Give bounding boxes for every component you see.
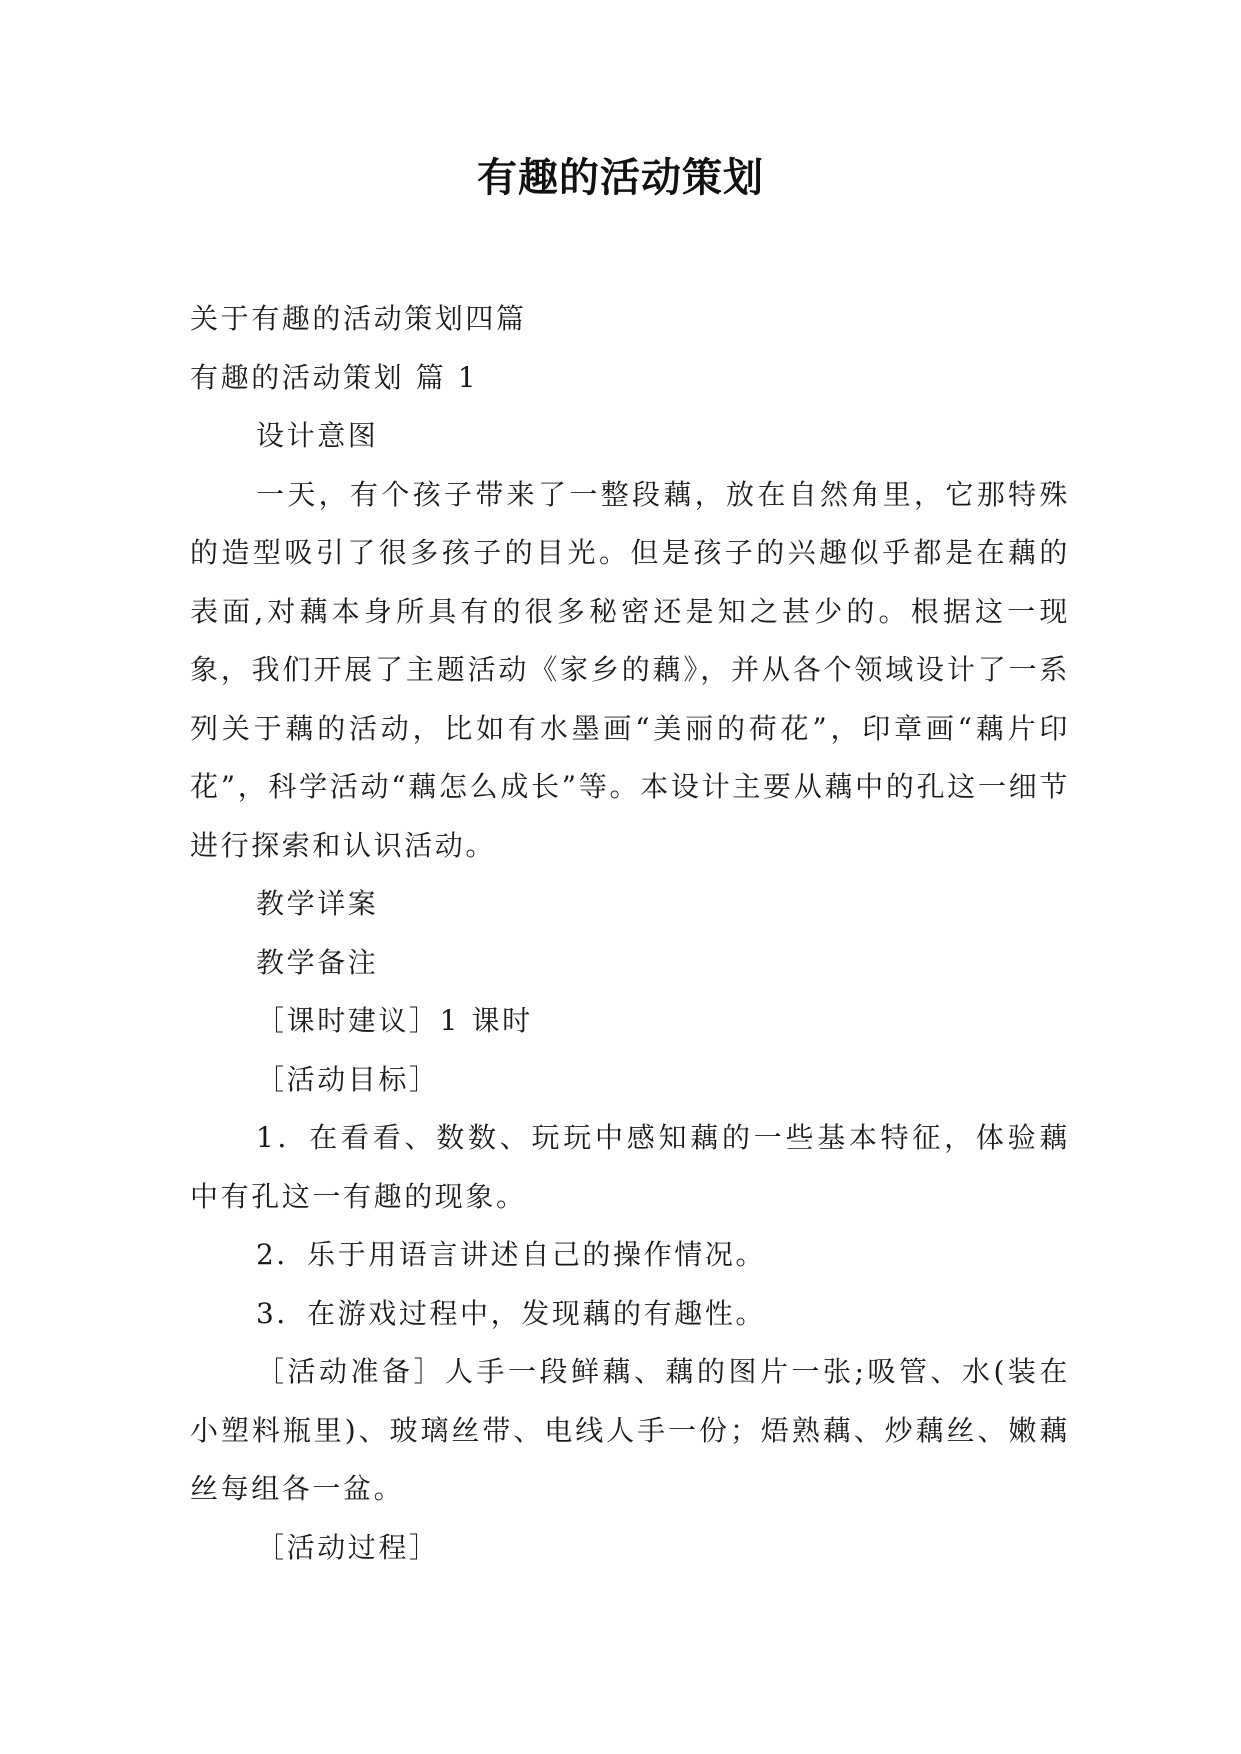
design-intent-label: 设计意图 — [256, 419, 379, 452]
goal-3: 3．在游戏过程中，发现藕的有趣性。 — [256, 1296, 767, 1330]
goals-label: ［活动目标］ — [256, 1062, 440, 1096]
process-label: ［活动过程］ — [256, 1530, 440, 1564]
section-heading: 有趣的活动策划 篇 1 — [190, 360, 479, 394]
teaching-notes-label: 教学备注 — [256, 945, 379, 979]
preparation-paragraph: ［活动准备］人手一段鲜藕、藕的图片一张;吸管、水(装在小塑料瓶里)、玻璃丝带、电线人手一份；焐熟藕、炒藕丝、嫩藕丝每组各一盆。 — [190, 1355, 1070, 1505]
goal-2: 2．乐于用语言讲述自己的操作情况。 — [256, 1238, 767, 1271]
document-body — [190, 290, 1070, 1577]
class-hours: ［课时建议］1 课时 — [256, 1004, 533, 1037]
teaching-plan-label: 教学详案 — [256, 887, 379, 920]
design-intent-paragraph: 一天，有个孩子带来了一整段藕，放在自然角里，它那特殊的造型吸引了很多孩子的目光。但是孩子的兴趣似乎都是在藕的表面,对藕本身所具有的很多秘密还是知之甚少的。根据这一现象，我们开展了主题活动《家乡的藕》，并从各个领域设计了一系列关于藕的活动，比如有水墨画“美丽的荷花”，印章画“藕片印花”，科学活动“藕怎么成长”等。本设计主要从藕中的孔这一细节进行探索和认识活动。 — [190, 477, 1070, 862]
goal-1: 1．在看看、数数、玩玩中感知藕的一些基本特征，体验藕中有孔这一有趣的现象。 — [190, 1121, 1070, 1213]
document-title: 有趣的活动策划 — [477, 155, 764, 201]
document-subtitle: 关于有趣的活动策划四篇 — [190, 302, 527, 335]
